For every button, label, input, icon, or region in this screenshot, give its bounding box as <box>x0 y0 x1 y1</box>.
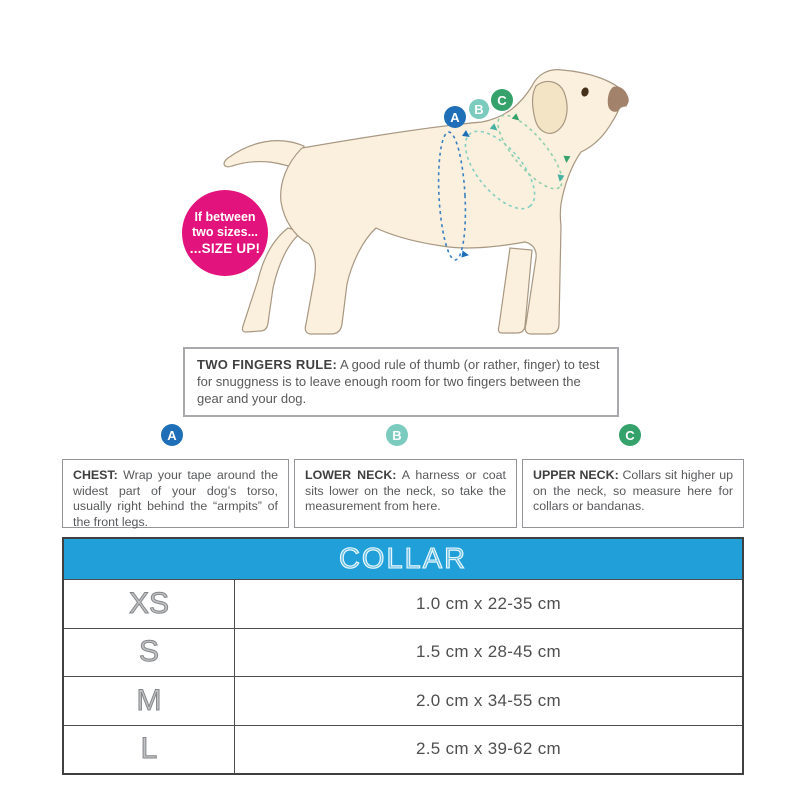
table-row <box>64 725 742 774</box>
table-row <box>64 676 742 725</box>
chest-description: Wrap your tape around the widest part of your dog’s torso, usually right behind the “armpits” of the front legs. <box>73 468 278 529</box>
rule-title: TWO FINGERS RULE: <box>197 357 338 372</box>
size-value: 2.0 cm x 34-55 cm <box>416 690 561 710</box>
dog-ear <box>533 81 568 133</box>
table-title: COLLAR <box>338 542 468 575</box>
size-label: XS <box>64 580 235 628</box>
column-a-letter: A <box>167 427 177 443</box>
table-row <box>64 628 742 677</box>
chest-label: CHEST: <box>73 468 118 482</box>
size-label: L <box>64 726 235 774</box>
chest-info-box <box>62 459 289 528</box>
column-c-badge <box>619 424 641 446</box>
table-header <box>64 539 742 579</box>
size-up-badge <box>182 190 268 276</box>
size-label: M <box>64 677 235 725</box>
size-up-line3: ...SIZE UP! <box>189 240 261 256</box>
size-value: 2.5 cm x 39-62 cm <box>416 739 561 759</box>
size-up-line1: If between <box>194 209 256 224</box>
column-b-letter: B <box>392 427 402 443</box>
collar-size-table <box>62 537 744 775</box>
table-row <box>64 579 742 628</box>
two-fingers-rule-box <box>183 347 619 417</box>
column-a-badge <box>161 424 183 446</box>
rule-text: A good rule of thumb (or rather, finger) to test for snuggness is to leave enough room for two fingers between the gear and your dog. <box>197 357 600 406</box>
dog-illustration <box>180 40 700 360</box>
column-b-badge <box>386 424 408 446</box>
upper-neck-description: Collars sit higher up on the neck, so measure here for collars or bandanas. <box>533 468 733 514</box>
lower-neck-label: LOWER NECK: <box>305 468 397 482</box>
size-value: 1.5 cm x 28-45 cm <box>416 642 561 662</box>
point-a-letter: A <box>450 110 460 125</box>
lower-neck-info-box <box>294 459 517 528</box>
dog-nose <box>608 87 629 112</box>
point-c-letter: C <box>497 93 507 108</box>
upper-neck-info-box <box>522 459 744 528</box>
size-up-line2: two sizes... <box>192 225 258 240</box>
size-value: 1.0 cm x 22-35 cm <box>416 593 561 613</box>
upper-neck-label: UPPER NECK: <box>533 468 619 482</box>
column-c-letter: C <box>625 427 635 443</box>
point-b-letter: B <box>474 102 484 117</box>
size-label: S <box>64 629 235 677</box>
lower-neck-description: A harness or coat sits lower on the neck, so take the measurement from here. <box>305 468 506 514</box>
chest-arrow-bottom-icon <box>461 251 469 259</box>
